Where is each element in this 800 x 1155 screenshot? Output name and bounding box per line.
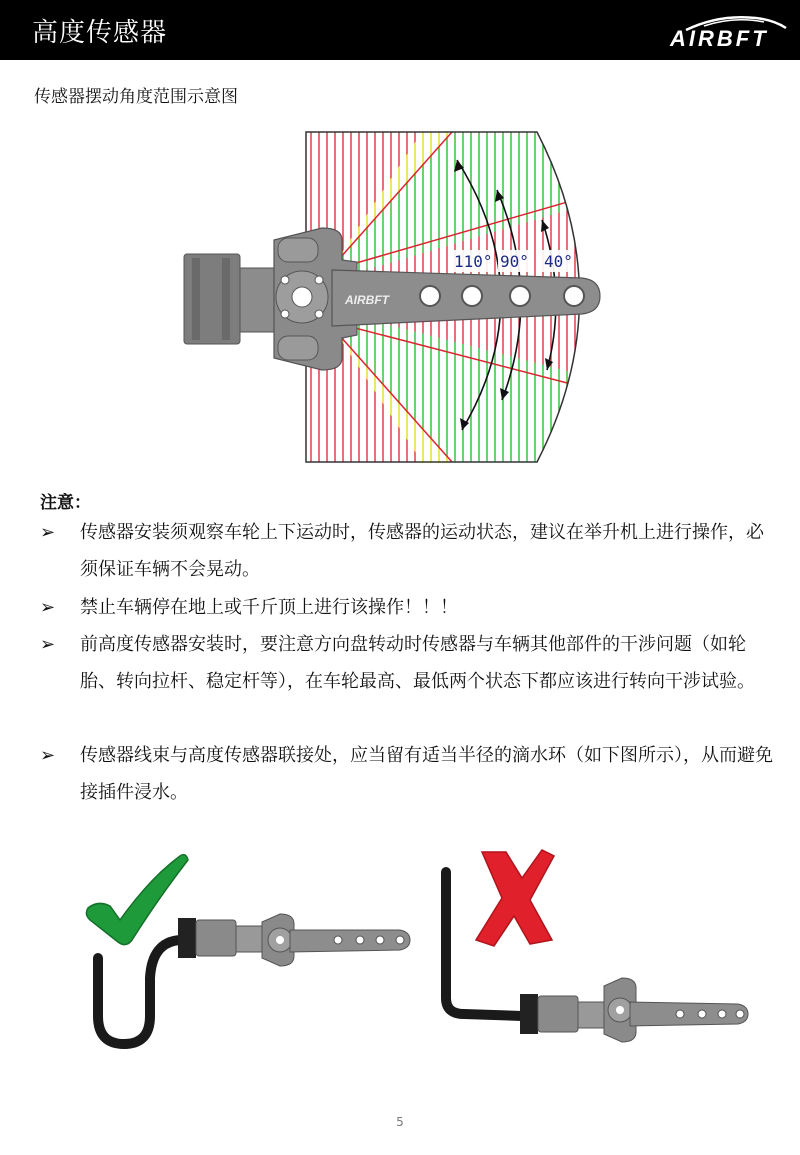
- notes-title: 注意：: [40, 493, 91, 513]
- angle-label-90: 90°: [500, 252, 529, 271]
- brand-logo: [664, 12, 794, 54]
- page-header: [0, 0, 800, 60]
- cable-drip-loop: [98, 940, 180, 1044]
- arm-brand-text: AIRBFT: [345, 293, 389, 307]
- sensor-correct: [262, 914, 410, 966]
- bullet-icon: ➢: [40, 597, 56, 618]
- bullet-icon: ➢: [40, 522, 56, 543]
- connector-correct: [178, 918, 262, 958]
- note-item-3: 前高度传感器安装时，要注意方向盘转动时传感器与车辆其他部件的干涉问题（如轮胎、转向拉杆、稳定杆等），在车轮最高、最低两个状态下都应该进行转向干涉试验。: [80, 634, 755, 692]
- connector-wrong: [520, 994, 604, 1034]
- cross-mark-icon: [476, 850, 554, 946]
- note-item-2: 禁止车辆停在地上或千斤顶上进行该操作！！！: [80, 597, 458, 618]
- note-item-1: 传感器安装须观察车轮上下运动时，传感器的运动状态，建议在举升机上进行操作，必须保证车辆不会晃动。: [80, 522, 764, 580]
- angle-label-40: 40°: [544, 252, 573, 271]
- bullet-icon: ➢: [40, 634, 56, 655]
- swing-range-diagram: [182, 130, 602, 464]
- correct-drip-loop-figure: [80, 848, 420, 1058]
- sensor-wrong: [604, 978, 748, 1042]
- page-title: 高度传感器: [32, 18, 168, 48]
- note-item-4: 传感器线束与高度传感器联接处，应当留有适当半径的滴水环（如下图所示），从而避免接插件浸水。: [80, 745, 773, 803]
- brand-logo-text: AIRBFT: [670, 26, 769, 51]
- angle-label-110: 110°: [454, 252, 493, 271]
- angle-labels: [450, 250, 574, 272]
- figure-caption: 传感器摆动角度范围示意图: [34, 87, 238, 107]
- page-number: 5: [396, 1115, 404, 1129]
- bullet-icon: ➢: [40, 745, 56, 766]
- wrong-no-loop-figure: [430, 848, 760, 1058]
- check-mark-icon: [86, 855, 188, 945]
- sensor-connector: [184, 254, 280, 344]
